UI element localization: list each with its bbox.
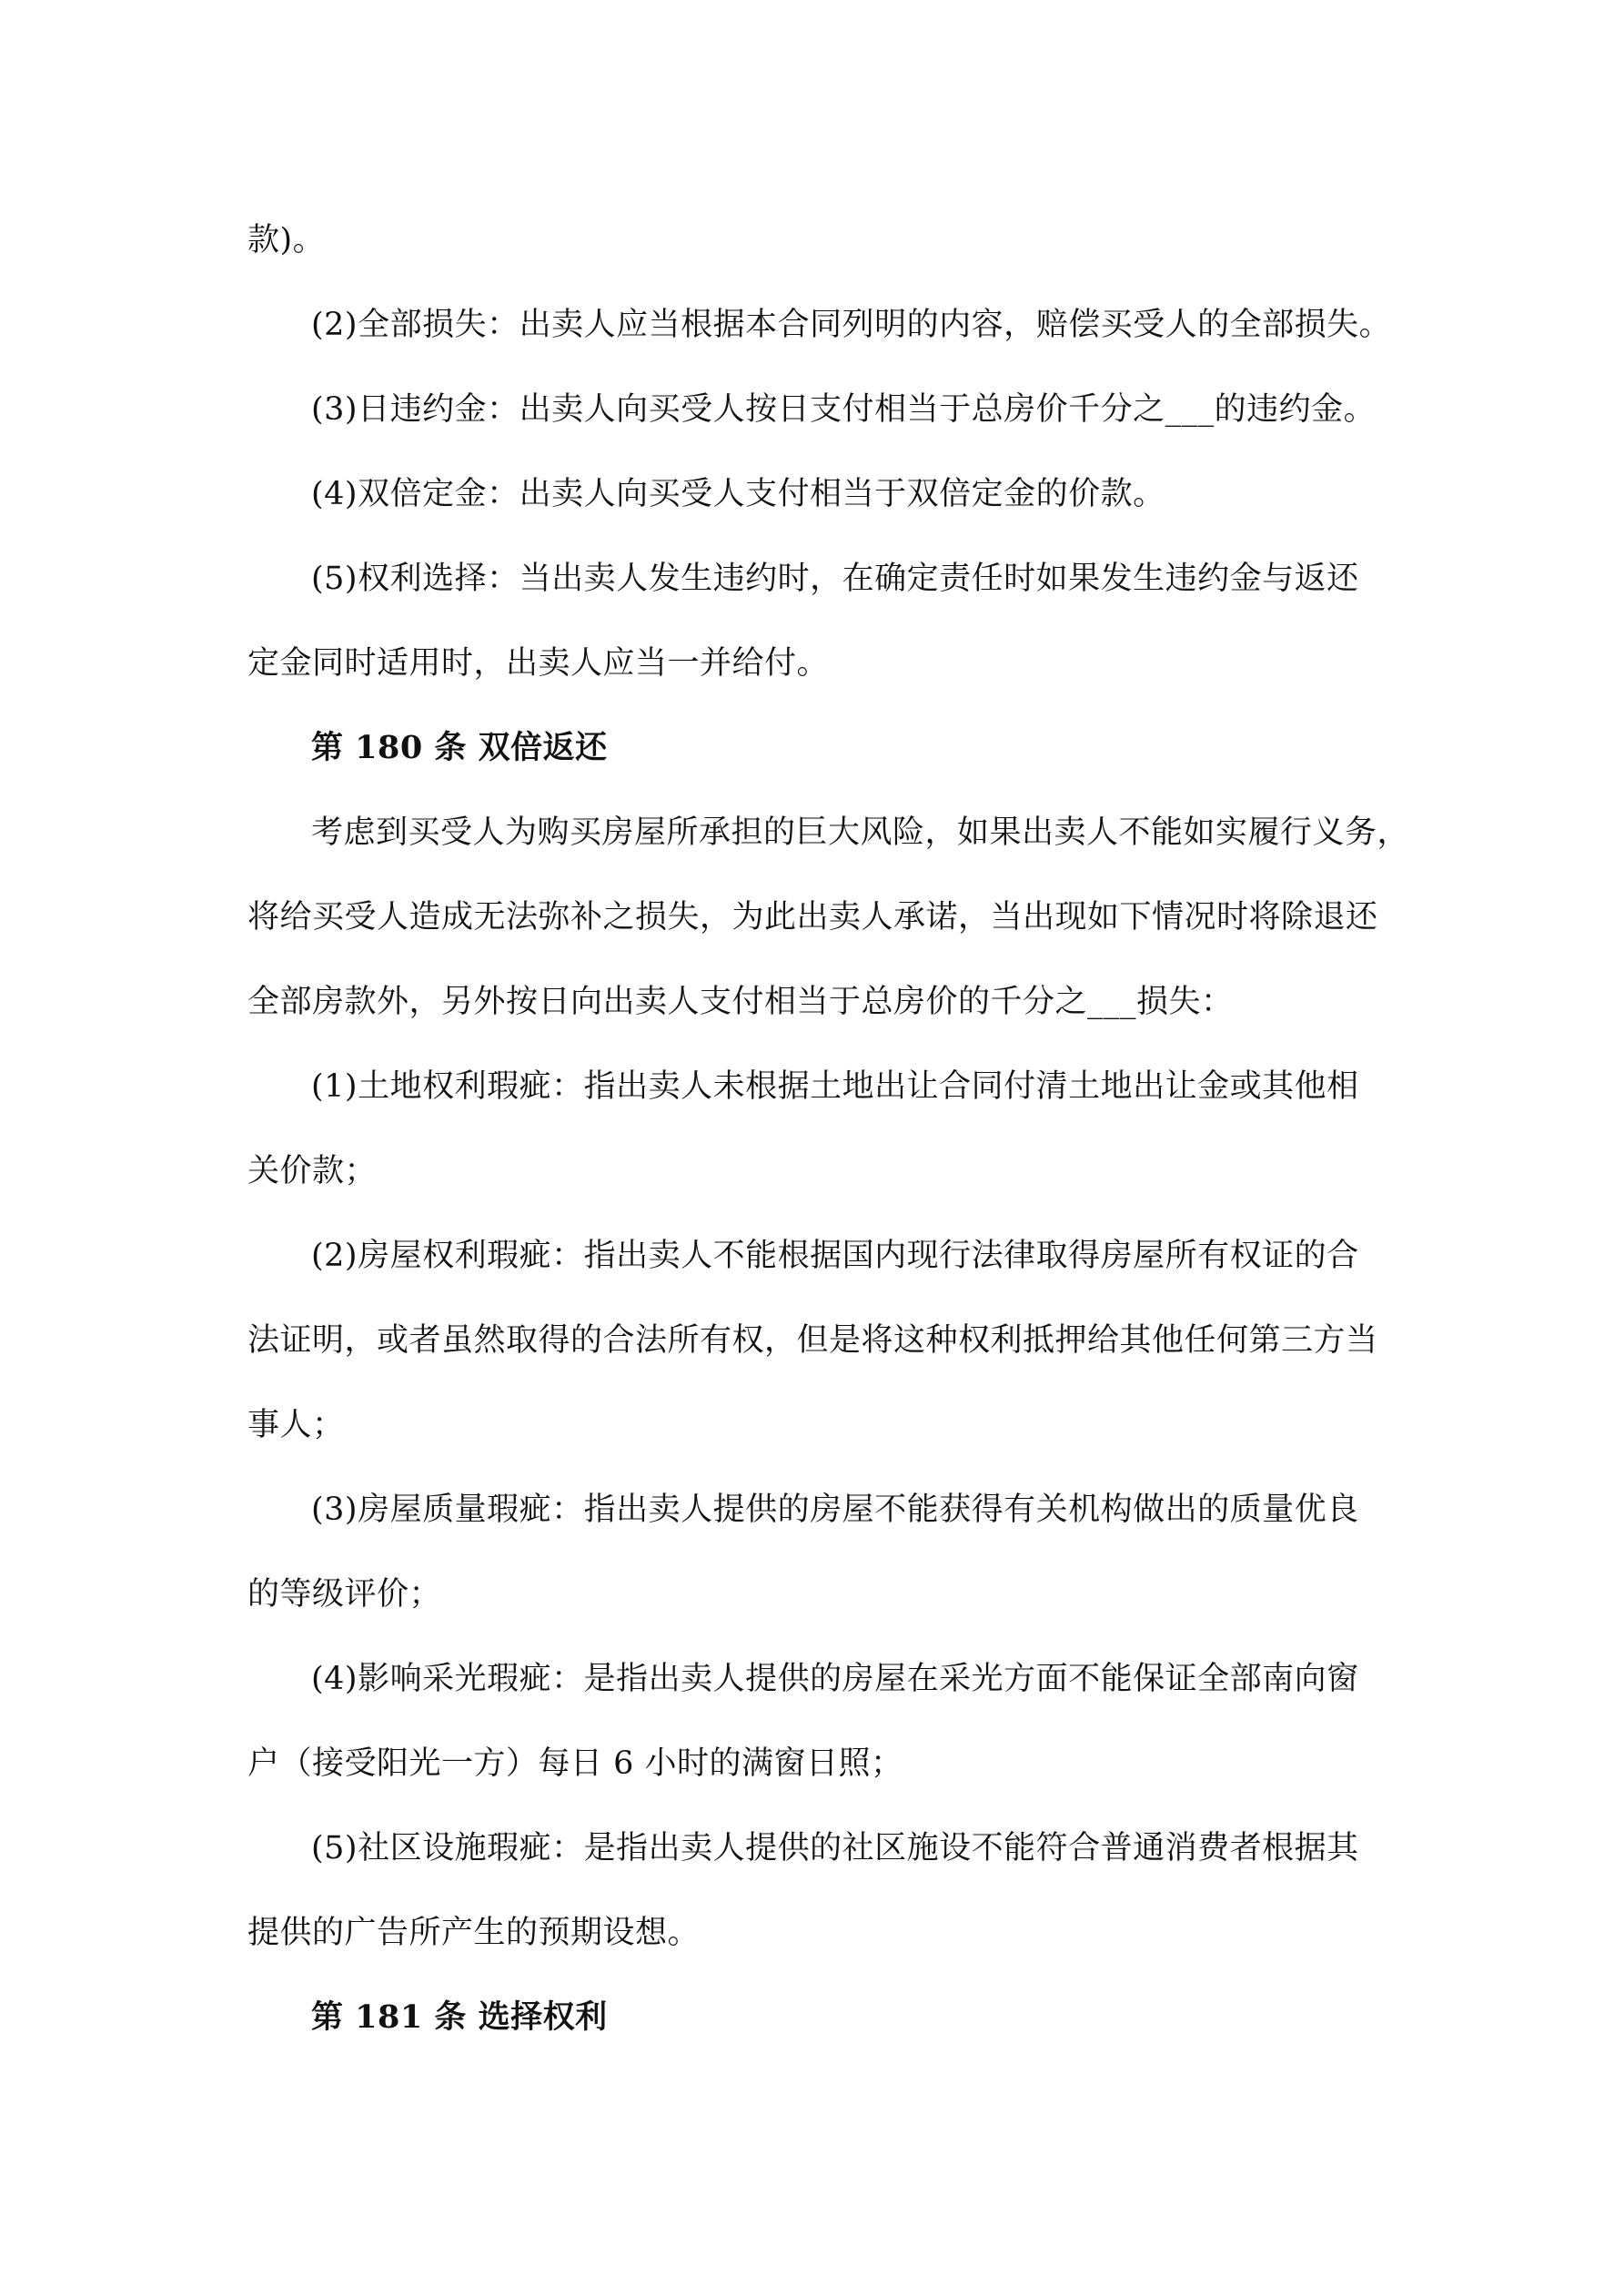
text-line: (4)影响采光瑕疵：是指出卖人提供的房屋在采光方面不能保证全部南向窗 [311,1661,1359,1697]
text-line: 关价款； [247,1153,378,1189]
text-line: 的等级评价； [247,1576,442,1613]
text-line: 款)。 [247,222,326,258]
text-line: (5)权利选择：当出卖人发生违约时，在确定责任时如果发生违约金与返还 [311,561,1359,597]
text-line: (4)双倍定金：出卖人向买受人支付相当于双倍定金的价款。 [311,476,1165,512]
text-line: 事人； [247,1407,345,1443]
text-line: 法证明，或者虽然取得的合法所有权，但是将这种权利抵押给其他任何第三方当 [247,1322,1378,1359]
text-line: 将给买受人造成无法弥补之损失，为此出卖人承诺，当出现如下情况时将除退还 [247,899,1378,936]
text-line: (1)土地权利瑕疵：指出卖人未根据土地出让合同付清土地出让金或其他相 [311,1068,1359,1105]
text-line: (5)社区设施瑕疵：是指出卖人提供的社区施设不能符合普通消费者根据其 [311,1830,1359,1866]
text-line: 定金同时适用时，出卖人应当一并给付。 [247,645,830,682]
text-line: (3)房屋质量瑕疵：指出卖人提供的房屋不能获得有关机构做出的质量优良 [311,1492,1359,1528]
section-heading: 第 181 条 选择权利 [311,1998,608,2036]
text-line: 全部房款外，另外按日向出卖人支付相当于总房价的千分之___损失： [247,984,1234,1020]
text-line: 户（接受阳光一方）每日 6 小时的满窗日照； [247,1745,903,1782]
text-line: (2)房屋权利瑕疵：指出卖人不能根据国内现行法律取得房屋所有权证的合 [311,1238,1359,1274]
text-line: 提供的广告所产生的预期设想。 [247,1915,701,1951]
text-line: 考虑到买受人为购买房屋所承担的巨大风险，如果出卖人不能如实履行义务， [311,814,1410,851]
text-line: (2)全部损失：出卖人应当根据本合同列明的内容，赔偿买受人的全部损失。 [311,307,1392,343]
document-page [247,0,1410,2296]
section-heading: 第 180 条 双倍返还 [311,729,608,766]
text-line: (3)日违约金：出卖人向买受人按日支付相当于总房价千分之___的违约金。 [311,391,1377,428]
